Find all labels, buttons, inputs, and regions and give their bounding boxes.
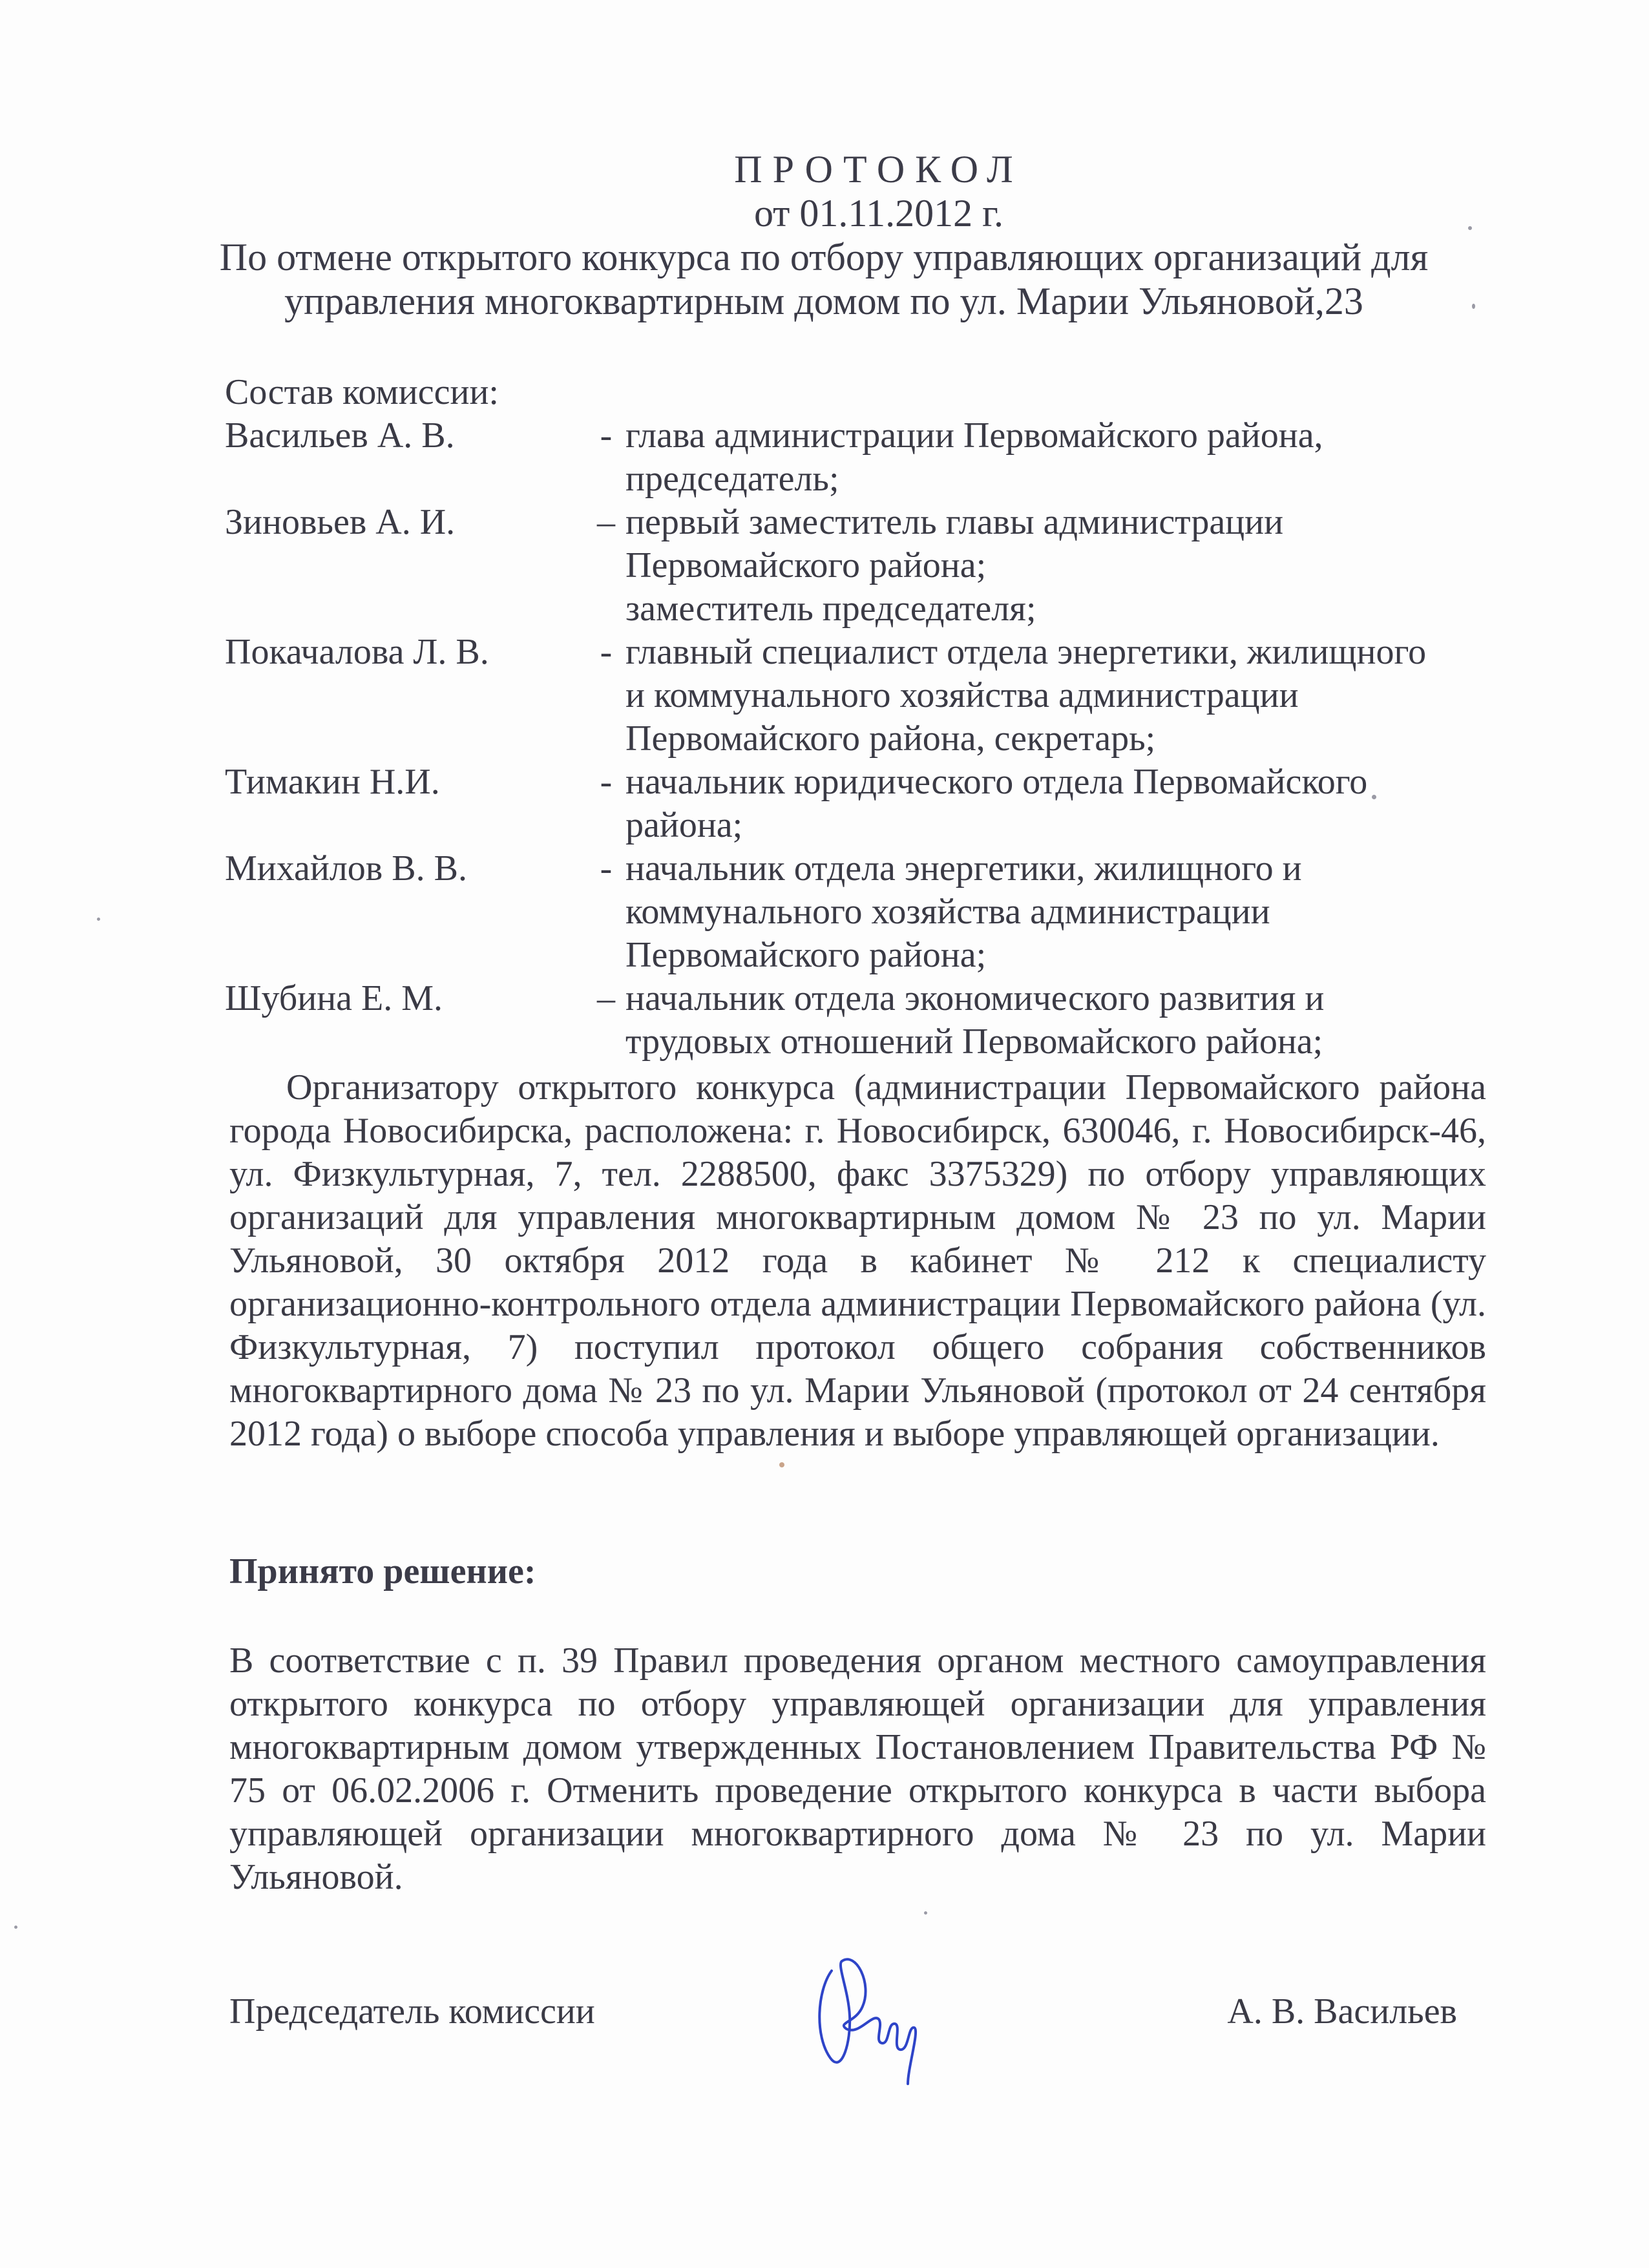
member-role: главный специалист отдела энергетики, жилищного и коммунального хозяйства администрации Первомайского района, секретарь; <box>625 632 1427 759</box>
member-role: первый заместитель главы администрации Первомайского района; заместитель председателя; <box>625 502 1284 629</box>
commission-member <box>225 631 1485 761</box>
member-role: начальник отдела энергетики, жилищного и коммунального хозяйства администрации Первомайского района; <box>625 848 1302 975</box>
member-dash: - <box>600 762 613 802</box>
document-subject-line-1: По отмене открытого конкурса по отбору управляющих организаций для <box>219 236 1429 278</box>
member-role: начальник юридического отдела Первомайского района; <box>625 762 1368 845</box>
signature-name: А. В. Васильев <box>1227 1991 1457 2032</box>
decision-paragraph: В соответствие с п. 39 Правил проведения органом местного самоуправления открытого конкурса по отбору управляющей организации для управления многоквартирным домом утвержденных Постановлением Правительства РФ № 75 от 06.02.2006 г. Отменить проведение открытого конкурса в части выбора управляющей организации многоквартирного дома № 23 по ул. Марии Ульяновой. <box>229 1641 1486 1897</box>
commission-member <box>225 501 1485 631</box>
commission-member <box>225 414 1485 501</box>
scan-speck <box>14 1926 17 1929</box>
member-name: Покачалова Л. В. <box>225 632 489 672</box>
member-dash: – <box>597 502 615 542</box>
member-dash: - <box>600 632 613 672</box>
member-role: глава администрации Первомайского района, председатель; <box>625 415 1323 499</box>
member-name: Шубина Е. М. <box>225 978 443 1018</box>
scan-speck <box>1472 304 1475 309</box>
scan-speck <box>97 918 100 921</box>
member-dash: - <box>600 415 613 456</box>
commission-member <box>225 847 1485 977</box>
document-header <box>194 147 1454 323</box>
document-subject-line-2: управления многоквартирным домом по ул. Марии Ульяновой,23 <box>284 280 1363 322</box>
document-title: ПРОТОКОЛ <box>734 148 1024 191</box>
member-name: Васильев А. В. <box>225 415 455 456</box>
member-name: Михайлов В. В. <box>225 848 467 888</box>
commission-member <box>225 977 1485 1064</box>
commission-member <box>225 761 1485 847</box>
scan-speck <box>1372 795 1376 799</box>
organizer-paragraph: Организатору открытого конкурса (администрации Первомайского района города Новосибирска, расположена: г. Новосибирск, 630046, г. Новосибирск-46, ул. Физкультурная, 7, тел. 2288500, факс 3375329) по отбору управляющих организаций для управления многоквартирным домом № 23 по ул. Марии Ульяновой, 30 октября 2012 года в кабинет № 212 к специалисту организационно-контрольного отдела администрации Первомайского района (ул. Физкультурная, 7) поступил протокол общего собрания собственников многоквартирного дома № 23 по ул. Марии Ульяновой (протокол от 24 сентября 2012 года) о выборе способа управления и выборе управляющей организации. <box>229 1067 1486 1454</box>
member-name: Зиновьев А. И. <box>225 502 456 542</box>
member-dash: – <box>597 978 615 1018</box>
scan-speck <box>1468 226 1472 230</box>
member-role: начальник отдела экономического развития и трудовых отношений Первомайского района; <box>625 978 1325 1062</box>
member-name: Тимакин Н.И. <box>225 762 440 802</box>
signature-title: Председатель комиссии <box>229 1991 595 2032</box>
document-date: от 01.11.2012 г. <box>753 192 1004 235</box>
scan-speck <box>779 1462 784 1467</box>
commission-list <box>225 371 1485 1064</box>
commission-caption: Состав комиссии: <box>225 372 499 412</box>
decision-heading: Принято решение: <box>229 1551 536 1591</box>
handwritten-signature <box>811 1945 927 2094</box>
member-dash: - <box>600 848 613 888</box>
scan-speck <box>924 1911 927 1915</box>
